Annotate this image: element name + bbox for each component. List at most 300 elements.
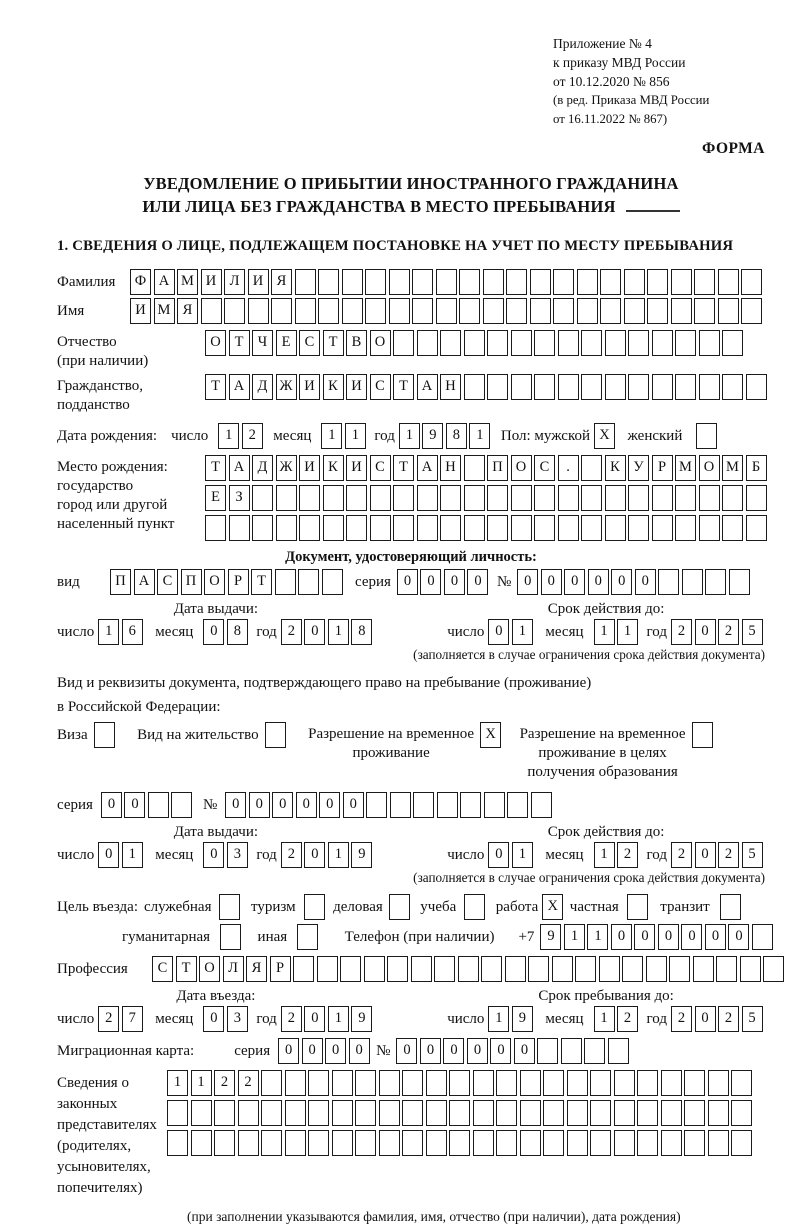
char-cell[interactable] xyxy=(581,515,602,541)
char-cell[interactable] xyxy=(746,374,767,400)
char-cell[interactable] xyxy=(426,1100,447,1126)
char-cell[interactable] xyxy=(412,269,433,295)
char-cell[interactable]: 9 xyxy=(351,1006,372,1032)
char-cell[interactable] xyxy=(731,1130,752,1156)
char-cell[interactable] xyxy=(605,515,626,541)
char-cell[interactable] xyxy=(628,515,649,541)
char-cell[interactable]: X xyxy=(594,423,615,449)
char-cell[interactable]: 0 xyxy=(634,924,655,950)
char-cell[interactable]: Т xyxy=(229,330,250,356)
char-cell[interactable]: Д xyxy=(252,374,273,400)
char-cell[interactable] xyxy=(530,269,551,295)
char-cell[interactable] xyxy=(276,485,297,511)
char-cell[interactable]: 2 xyxy=(281,1006,302,1032)
char-cell[interactable] xyxy=(365,269,386,295)
blank-line[interactable] xyxy=(626,197,680,212)
char-cell[interactable]: О xyxy=(370,330,391,356)
char-cell[interactable] xyxy=(694,269,715,295)
char-cell[interactable] xyxy=(201,298,222,324)
char-cell[interactable]: 2 xyxy=(718,842,739,868)
char-cell[interactable]: 1 xyxy=(594,619,615,645)
char-cell[interactable]: 0 xyxy=(444,569,465,595)
char-cell[interactable] xyxy=(763,956,784,982)
char-cell[interactable] xyxy=(581,485,602,511)
char-cell[interactable] xyxy=(577,269,598,295)
char-cell[interactable]: М xyxy=(154,298,175,324)
char-cell[interactable]: Р xyxy=(228,569,249,595)
char-cell[interactable] xyxy=(740,956,761,982)
char-cell[interactable]: 1 xyxy=(512,619,533,645)
char-cell[interactable]: 1 xyxy=(345,423,366,449)
char-cell[interactable] xyxy=(464,894,485,920)
char-cell[interactable] xyxy=(275,569,296,595)
char-cell[interactable] xyxy=(458,956,479,982)
char-cell[interactable]: 2 xyxy=(617,1006,638,1032)
char-cell[interactable] xyxy=(731,1100,752,1126)
char-cell[interactable]: 0 xyxy=(272,792,293,818)
char-cell[interactable] xyxy=(614,1130,635,1156)
char-cell[interactable] xyxy=(464,515,485,541)
char-cell[interactable] xyxy=(520,1070,541,1096)
char-cell[interactable]: 5 xyxy=(742,1006,763,1032)
char-cell[interactable]: Е xyxy=(276,330,297,356)
char-cell[interactable] xyxy=(473,1070,494,1096)
char-cell[interactable] xyxy=(692,722,713,748)
char-cell[interactable] xyxy=(487,485,508,511)
char-cell[interactable] xyxy=(693,956,714,982)
char-cell[interactable] xyxy=(473,1130,494,1156)
char-cell[interactable] xyxy=(511,374,532,400)
char-cell[interactable]: Я xyxy=(246,956,267,982)
char-cell[interactable] xyxy=(389,298,410,324)
char-cell[interactable] xyxy=(487,515,508,541)
char-cell[interactable]: Е xyxy=(205,485,226,511)
char-cell[interactable] xyxy=(346,515,367,541)
char-cell[interactable] xyxy=(295,269,316,295)
char-cell[interactable]: 1 xyxy=(488,1006,509,1032)
char-cell[interactable]: 0 xyxy=(488,619,509,645)
char-cell[interactable]: В xyxy=(346,330,367,356)
char-cell[interactable] xyxy=(449,1100,470,1126)
char-cell[interactable]: 0 xyxy=(296,792,317,818)
char-cell[interactable] xyxy=(694,298,715,324)
char-cell[interactable]: О xyxy=(204,569,225,595)
char-cell[interactable] xyxy=(449,1070,470,1096)
char-cell[interactable] xyxy=(436,269,457,295)
char-cell[interactable] xyxy=(261,1100,282,1126)
char-cell[interactable]: Б xyxy=(746,455,767,481)
char-cell[interactable]: С xyxy=(152,956,173,982)
char-cell[interactable]: П xyxy=(181,569,202,595)
char-cell[interactable]: К xyxy=(605,455,626,481)
char-cell[interactable]: 0 xyxy=(225,792,246,818)
char-cell[interactable] xyxy=(379,1100,400,1126)
char-cell[interactable]: 0 xyxy=(541,569,562,595)
char-cell[interactable]: 2 xyxy=(281,842,302,868)
char-cell[interactable] xyxy=(652,330,673,356)
char-cell[interactable] xyxy=(271,298,292,324)
char-cell[interactable] xyxy=(624,269,645,295)
char-cell[interactable] xyxy=(530,298,551,324)
char-cell[interactable] xyxy=(167,1100,188,1126)
char-cell[interactable] xyxy=(332,1100,353,1126)
char-cell[interactable]: 0 xyxy=(514,1038,535,1064)
char-cell[interactable] xyxy=(528,956,549,982)
char-cell[interactable] xyxy=(558,515,579,541)
char-cell[interactable] xyxy=(285,1100,306,1126)
char-cell[interactable]: 0 xyxy=(302,1038,323,1064)
char-cell[interactable] xyxy=(511,330,532,356)
char-cell[interactable] xyxy=(417,515,438,541)
char-cell[interactable] xyxy=(481,956,502,982)
char-cell[interactable] xyxy=(520,1130,541,1156)
char-cell[interactable] xyxy=(531,792,552,818)
char-cell[interactable]: 1 xyxy=(594,842,615,868)
char-cell[interactable] xyxy=(94,722,115,748)
char-cell[interactable] xyxy=(567,1070,588,1096)
char-cell[interactable] xyxy=(389,894,410,920)
char-cell[interactable]: 8 xyxy=(446,423,467,449)
char-cell[interactable] xyxy=(627,894,648,920)
char-cell[interactable] xyxy=(402,1070,423,1096)
char-cell[interactable]: 0 xyxy=(517,569,538,595)
char-cell[interactable]: 2 xyxy=(671,619,692,645)
char-cell[interactable] xyxy=(684,1100,705,1126)
char-cell[interactable]: А xyxy=(229,374,250,400)
char-cell[interactable]: О xyxy=(511,455,532,481)
char-cell[interactable] xyxy=(637,1070,658,1096)
char-cell[interactable] xyxy=(440,485,461,511)
char-cell[interactable] xyxy=(624,298,645,324)
char-cell[interactable]: П xyxy=(110,569,131,595)
char-cell[interactable] xyxy=(614,1070,635,1096)
char-cell[interactable]: 0 xyxy=(304,619,325,645)
char-cell[interactable]: Н xyxy=(440,374,461,400)
char-cell[interactable] xyxy=(553,269,574,295)
char-cell[interactable]: 5 xyxy=(742,619,763,645)
char-cell[interactable]: 0 xyxy=(98,842,119,868)
char-cell[interactable] xyxy=(722,330,743,356)
char-cell[interactable]: Н xyxy=(440,455,461,481)
char-cell[interactable]: 8 xyxy=(227,619,248,645)
char-cell[interactable]: 0 xyxy=(304,842,325,868)
char-cell[interactable]: Ф xyxy=(130,269,151,295)
char-cell[interactable]: Д xyxy=(252,455,273,481)
char-cell[interactable] xyxy=(487,330,508,356)
char-cell[interactable] xyxy=(506,269,527,295)
char-cell[interactable] xyxy=(364,956,385,982)
char-cell[interactable] xyxy=(214,1100,235,1126)
char-cell[interactable]: 0 xyxy=(420,569,441,595)
char-cell[interactable]: 1 xyxy=(328,842,349,868)
char-cell[interactable] xyxy=(661,1130,682,1156)
char-cell[interactable] xyxy=(276,515,297,541)
char-cell[interactable] xyxy=(534,515,555,541)
char-cell[interactable] xyxy=(558,485,579,511)
char-cell[interactable] xyxy=(552,956,573,982)
char-cell[interactable]: С xyxy=(370,455,391,481)
char-cell[interactable] xyxy=(652,485,673,511)
char-cell[interactable] xyxy=(671,298,692,324)
char-cell[interactable]: У xyxy=(628,455,649,481)
char-cell[interactable]: 2 xyxy=(98,1006,119,1032)
char-cell[interactable]: 1 xyxy=(191,1070,212,1096)
char-cell[interactable]: И xyxy=(201,269,222,295)
char-cell[interactable] xyxy=(647,269,668,295)
char-cell[interactable] xyxy=(705,569,726,595)
char-cell[interactable] xyxy=(534,485,555,511)
char-cell[interactable]: 1 xyxy=(328,619,349,645)
char-cell[interactable]: 1 xyxy=(617,619,638,645)
char-cell[interactable] xyxy=(473,1100,494,1126)
char-cell[interactable] xyxy=(590,1070,611,1096)
char-cell[interactable]: Т xyxy=(251,569,272,595)
char-cell[interactable] xyxy=(355,1070,376,1096)
char-cell[interactable] xyxy=(426,1070,447,1096)
char-cell[interactable] xyxy=(599,956,620,982)
char-cell[interactable] xyxy=(205,515,226,541)
char-cell[interactable]: О xyxy=(199,956,220,982)
char-cell[interactable] xyxy=(252,515,273,541)
char-cell[interactable] xyxy=(413,792,434,818)
char-cell[interactable] xyxy=(534,374,555,400)
char-cell[interactable] xyxy=(708,1130,729,1156)
char-cell[interactable]: 3 xyxy=(227,842,248,868)
char-cell[interactable] xyxy=(229,515,250,541)
char-cell[interactable] xyxy=(265,722,286,748)
char-cell[interactable] xyxy=(464,374,485,400)
char-cell[interactable] xyxy=(402,1130,423,1156)
char-cell[interactable] xyxy=(224,298,245,324)
char-cell[interactable]: 0 xyxy=(278,1038,299,1064)
char-cell[interactable]: 9 xyxy=(540,924,561,950)
char-cell[interactable] xyxy=(661,1100,682,1126)
char-cell[interactable] xyxy=(332,1070,353,1096)
char-cell[interactable] xyxy=(652,515,673,541)
char-cell[interactable]: 0 xyxy=(695,619,716,645)
char-cell[interactable] xyxy=(608,1038,629,1064)
char-cell[interactable] xyxy=(322,569,343,595)
char-cell[interactable]: 0 xyxy=(681,924,702,950)
char-cell[interactable] xyxy=(581,330,602,356)
char-cell[interactable]: Ж xyxy=(276,455,297,481)
char-cell[interactable]: 0 xyxy=(658,924,679,950)
char-cell[interactable] xyxy=(389,269,410,295)
char-cell[interactable] xyxy=(191,1100,212,1126)
char-cell[interactable] xyxy=(214,1130,235,1156)
char-cell[interactable]: 0 xyxy=(249,792,270,818)
char-cell[interactable] xyxy=(567,1130,588,1156)
char-cell[interactable] xyxy=(684,1130,705,1156)
char-cell[interactable] xyxy=(741,298,762,324)
char-cell[interactable] xyxy=(393,330,414,356)
char-cell[interactable]: 0 xyxy=(695,842,716,868)
char-cell[interactable]: И xyxy=(346,455,367,481)
char-cell[interactable]: 2 xyxy=(238,1070,259,1096)
char-cell[interactable]: 0 xyxy=(203,619,224,645)
char-cell[interactable]: Л xyxy=(224,269,245,295)
char-cell[interactable] xyxy=(722,515,743,541)
char-cell[interactable]: И xyxy=(299,374,320,400)
char-cell[interactable]: И xyxy=(130,298,151,324)
char-cell[interactable] xyxy=(731,1070,752,1096)
char-cell[interactable] xyxy=(600,298,621,324)
char-cell[interactable]: 0 xyxy=(203,1006,224,1032)
char-cell[interactable] xyxy=(285,1130,306,1156)
char-cell[interactable]: 1 xyxy=(218,423,239,449)
char-cell[interactable] xyxy=(628,374,649,400)
char-cell[interactable]: Т xyxy=(205,374,226,400)
char-cell[interactable]: М xyxy=(722,455,743,481)
char-cell[interactable] xyxy=(543,1070,564,1096)
char-cell[interactable] xyxy=(511,515,532,541)
char-cell[interactable] xyxy=(675,374,696,400)
char-cell[interactable] xyxy=(600,269,621,295)
char-cell[interactable] xyxy=(393,515,414,541)
char-cell[interactable] xyxy=(318,298,339,324)
char-cell[interactable]: 0 xyxy=(101,792,122,818)
char-cell[interactable]: 2 xyxy=(617,842,638,868)
char-cell[interactable]: 0 xyxy=(611,569,632,595)
char-cell[interactable] xyxy=(605,330,626,356)
char-cell[interactable] xyxy=(647,298,668,324)
char-cell[interactable]: 1 xyxy=(512,842,533,868)
char-cell[interactable] xyxy=(411,956,432,982)
char-cell[interactable]: 0 xyxy=(304,1006,325,1032)
char-cell[interactable]: 1 xyxy=(328,1006,349,1032)
char-cell[interactable]: 0 xyxy=(611,924,632,950)
char-cell[interactable] xyxy=(584,1038,605,1064)
char-cell[interactable]: 0 xyxy=(564,569,585,595)
char-cell[interactable] xyxy=(261,1130,282,1156)
char-cell[interactable]: 0 xyxy=(349,1038,370,1064)
char-cell[interactable] xyxy=(436,298,457,324)
char-cell[interactable]: К xyxy=(323,455,344,481)
char-cell[interactable] xyxy=(534,330,555,356)
char-cell[interactable]: С xyxy=(299,330,320,356)
char-cell[interactable]: С xyxy=(157,569,178,595)
char-cell[interactable]: 0 xyxy=(635,569,656,595)
char-cell[interactable] xyxy=(308,1130,329,1156)
char-cell[interactable]: 0 xyxy=(420,1038,441,1064)
char-cell[interactable]: Ч xyxy=(252,330,273,356)
char-cell[interactable] xyxy=(342,298,363,324)
char-cell[interactable]: 0 xyxy=(488,842,509,868)
char-cell[interactable] xyxy=(346,485,367,511)
char-cell[interactable] xyxy=(661,1070,682,1096)
char-cell[interactable]: X xyxy=(542,894,563,920)
char-cell[interactable] xyxy=(238,1130,259,1156)
char-cell[interactable]: 0 xyxy=(397,569,418,595)
char-cell[interactable] xyxy=(722,374,743,400)
char-cell[interactable] xyxy=(605,374,626,400)
char-cell[interactable]: 0 xyxy=(588,569,609,595)
char-cell[interactable] xyxy=(261,1070,282,1096)
char-cell[interactable] xyxy=(696,423,717,449)
char-cell[interactable]: А xyxy=(417,455,438,481)
char-cell[interactable]: А xyxy=(229,455,250,481)
char-cell[interactable]: О xyxy=(205,330,226,356)
char-cell[interactable] xyxy=(483,269,504,295)
char-cell[interactable] xyxy=(417,330,438,356)
char-cell[interactable]: М xyxy=(177,269,198,295)
char-cell[interactable] xyxy=(355,1100,376,1126)
char-cell[interactable] xyxy=(506,298,527,324)
char-cell[interactable]: С xyxy=(534,455,555,481)
char-cell[interactable] xyxy=(671,269,692,295)
char-cell[interactable]: 0 xyxy=(396,1038,417,1064)
char-cell[interactable] xyxy=(191,1130,212,1156)
char-cell[interactable] xyxy=(483,298,504,324)
char-cell[interactable]: 8 xyxy=(351,619,372,645)
char-cell[interactable] xyxy=(505,956,526,982)
char-cell[interactable]: 1 xyxy=(594,1006,615,1032)
char-cell[interactable] xyxy=(669,956,690,982)
char-cell[interactable]: 2 xyxy=(214,1070,235,1096)
char-cell[interactable]: 1 xyxy=(399,423,420,449)
char-cell[interactable]: 0 xyxy=(728,924,749,950)
char-cell[interactable] xyxy=(558,374,579,400)
char-cell[interactable] xyxy=(304,894,325,920)
char-cell[interactable]: . xyxy=(558,455,579,481)
char-cell[interactable]: М xyxy=(675,455,696,481)
char-cell[interactable] xyxy=(520,1100,541,1126)
char-cell[interactable]: 1 xyxy=(469,423,490,449)
char-cell[interactable] xyxy=(590,1130,611,1156)
char-cell[interactable] xyxy=(558,330,579,356)
char-cell[interactable] xyxy=(581,374,602,400)
char-cell[interactable]: Я xyxy=(271,269,292,295)
char-cell[interactable] xyxy=(675,515,696,541)
char-cell[interactable]: 1 xyxy=(321,423,342,449)
char-cell[interactable] xyxy=(299,515,320,541)
char-cell[interactable] xyxy=(746,485,767,511)
char-cell[interactable]: 0 xyxy=(695,1006,716,1032)
char-cell[interactable] xyxy=(553,298,574,324)
char-cell[interactable] xyxy=(248,298,269,324)
char-cell[interactable]: 9 xyxy=(512,1006,533,1032)
char-cell[interactable] xyxy=(496,1070,517,1096)
char-cell[interactable]: 0 xyxy=(343,792,364,818)
char-cell[interactable] xyxy=(355,1130,376,1156)
char-cell[interactable] xyxy=(171,792,192,818)
char-cell[interactable]: К xyxy=(323,374,344,400)
char-cell[interactable]: 0 xyxy=(325,1038,346,1064)
char-cell[interactable] xyxy=(426,1130,447,1156)
char-cell[interactable]: А xyxy=(417,374,438,400)
char-cell[interactable] xyxy=(637,1100,658,1126)
char-cell[interactable]: Т xyxy=(323,330,344,356)
char-cell[interactable] xyxy=(622,956,643,982)
char-cell[interactable] xyxy=(299,485,320,511)
char-cell[interactable] xyxy=(393,485,414,511)
char-cell[interactable] xyxy=(537,1038,558,1064)
char-cell[interactable] xyxy=(219,894,240,920)
char-cell[interactable] xyxy=(637,1130,658,1156)
char-cell[interactable] xyxy=(646,956,667,982)
char-cell[interactable] xyxy=(317,956,338,982)
char-cell[interactable] xyxy=(285,1070,306,1096)
char-cell[interactable]: 0 xyxy=(467,1038,488,1064)
char-cell[interactable] xyxy=(440,515,461,541)
char-cell[interactable]: 1 xyxy=(587,924,608,950)
char-cell[interactable]: Т xyxy=(393,455,414,481)
char-cell[interactable]: 5 xyxy=(742,842,763,868)
char-cell[interactable] xyxy=(699,515,720,541)
char-cell[interactable] xyxy=(684,1070,705,1096)
char-cell[interactable]: 9 xyxy=(422,423,443,449)
char-cell[interactable]: Р xyxy=(270,956,291,982)
